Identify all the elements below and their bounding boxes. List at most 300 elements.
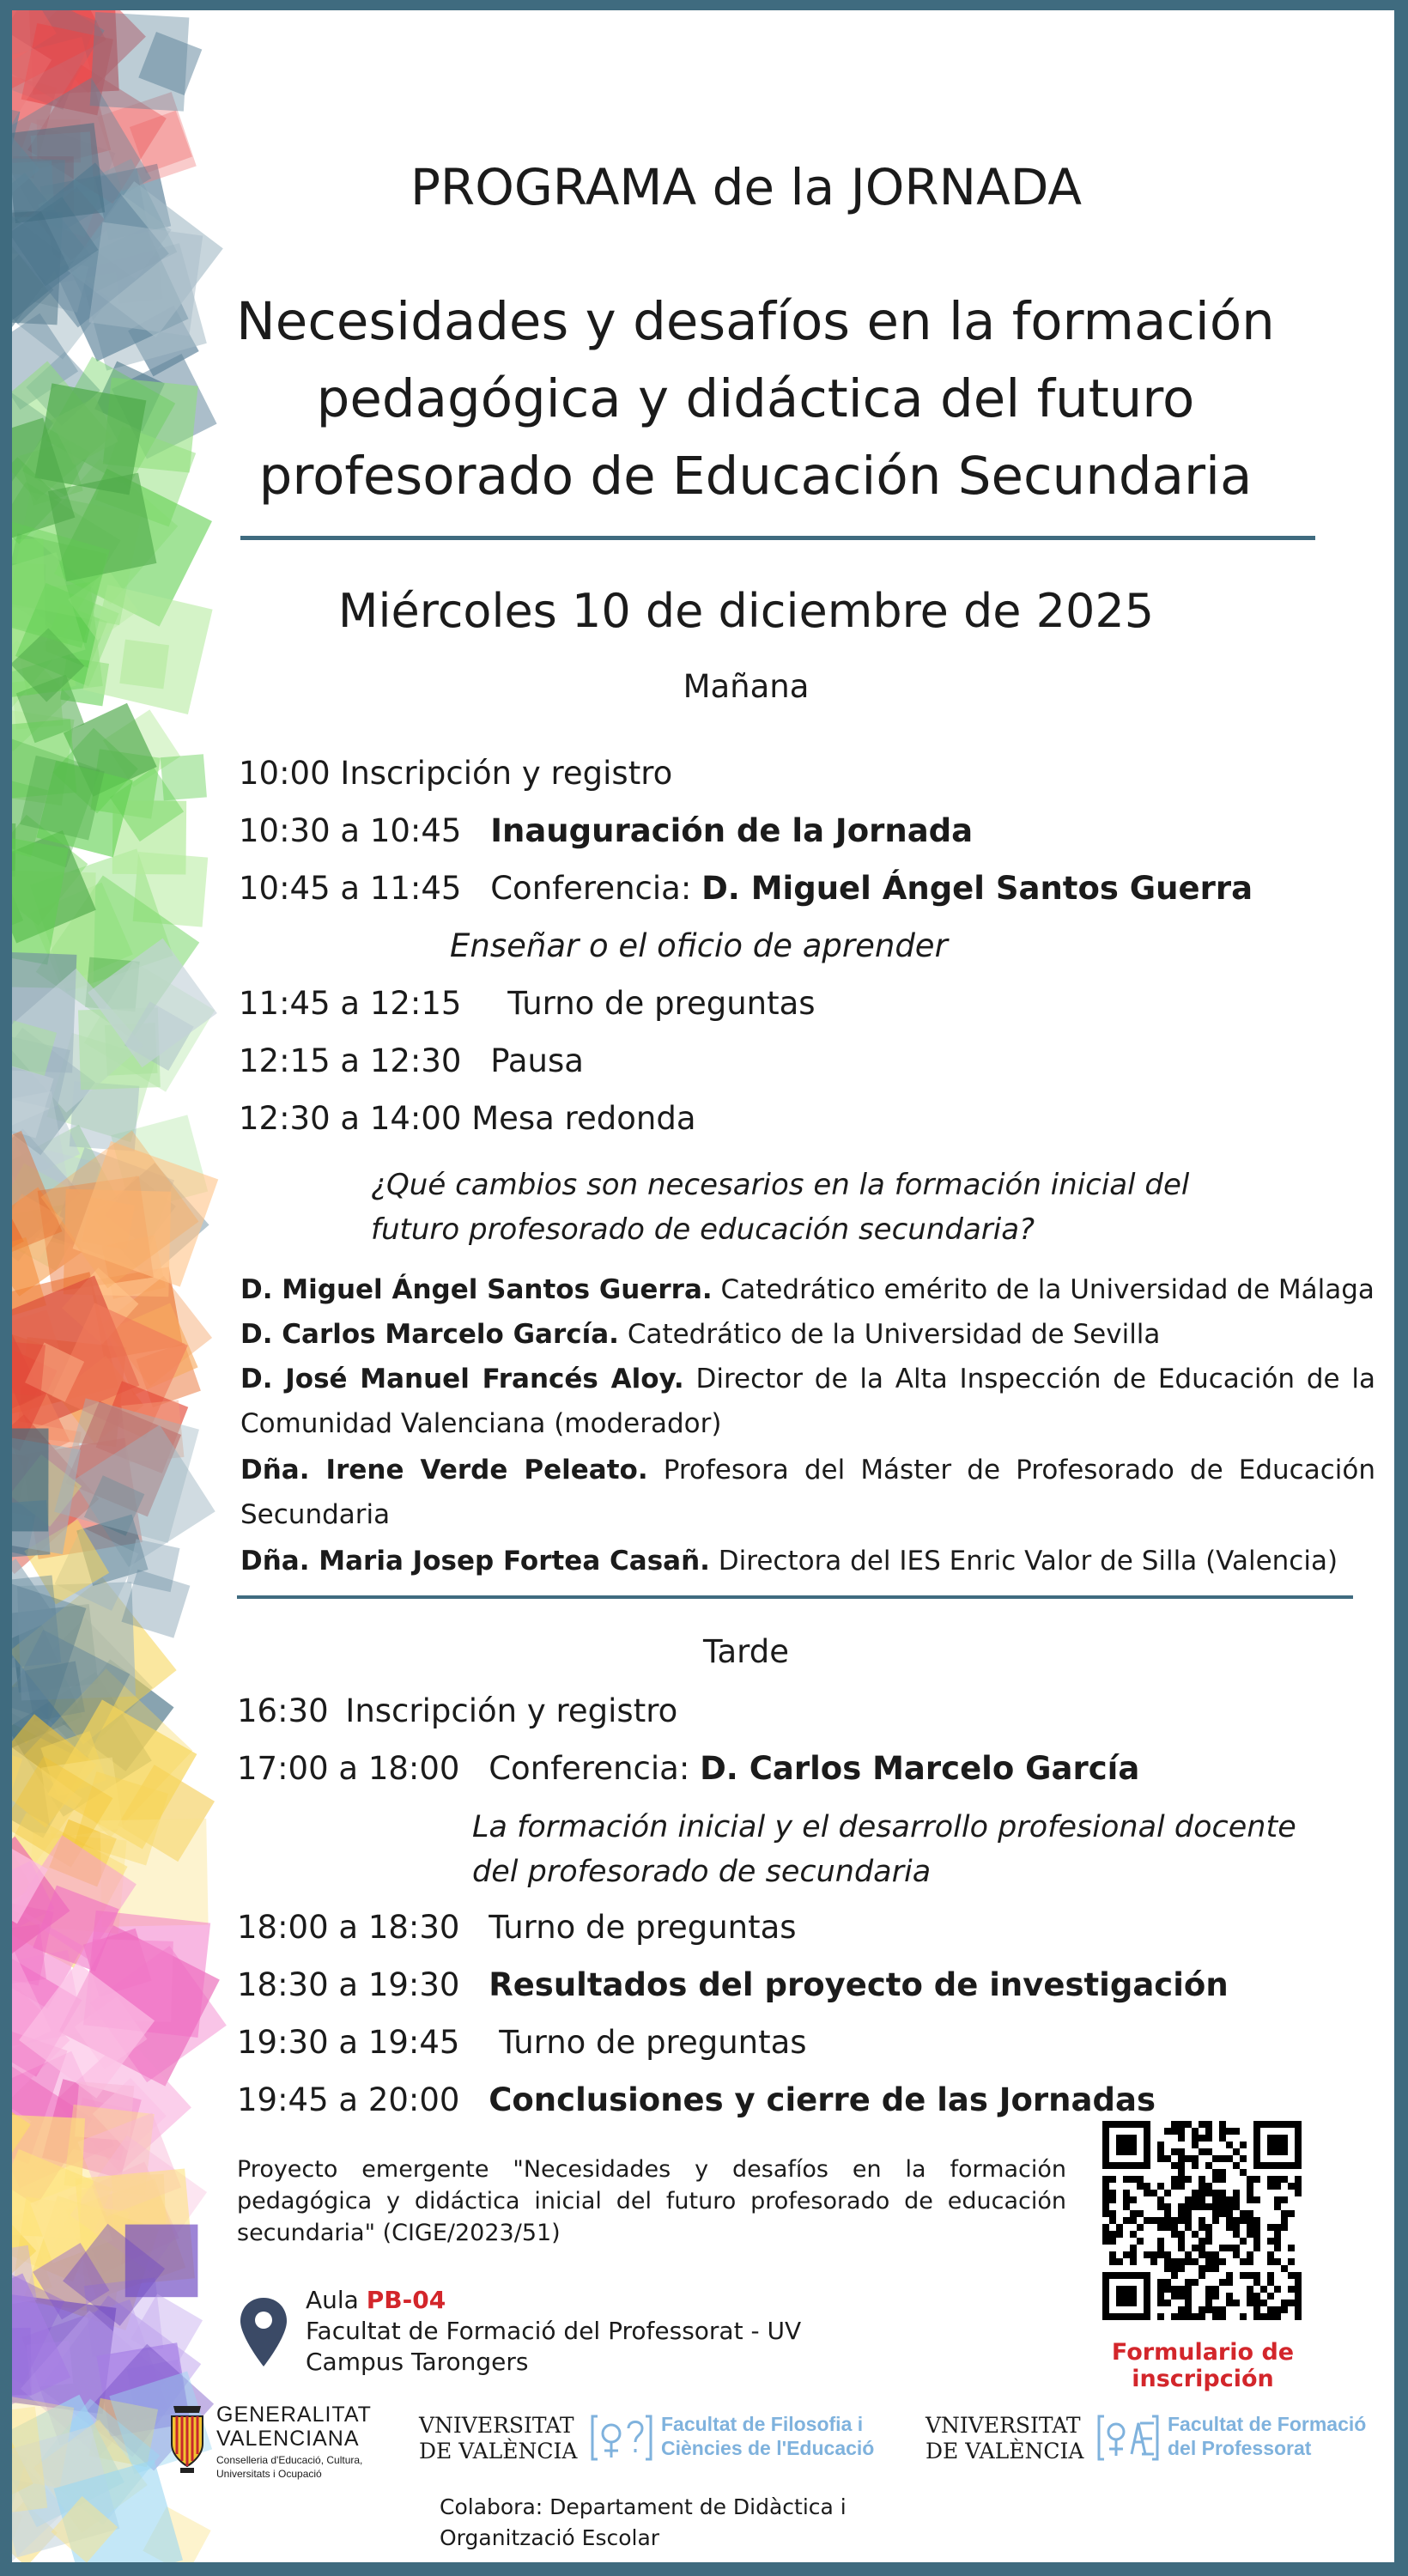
qr-module — [1164, 2217, 1171, 2224]
qr-module — [1164, 2300, 1171, 2306]
schedule-time: 10:30 a 10:45 — [239, 812, 462, 849]
qr-module — [1178, 2176, 1185, 2183]
qr-module — [1178, 2293, 1185, 2300]
qr-module — [1260, 2313, 1267, 2320]
qr-module — [1205, 2148, 1212, 2155]
qr-module — [1219, 2306, 1226, 2313]
conference-subtitle: Enseñar o el oficio de aprender — [450, 927, 948, 964]
qr-module — [1171, 2224, 1178, 2231]
qr-module — [1164, 2224, 1171, 2231]
qr-module — [1144, 2183, 1150, 2190]
qr-module — [1199, 2265, 1205, 2272]
qr-module — [1144, 2190, 1150, 2196]
subtitle-line: La formación inicial y el desarrollo profesional docente — [472, 1810, 1296, 1844]
qr-module — [1157, 2217, 1164, 2224]
qr-module — [1233, 2196, 1240, 2203]
qr-module — [1199, 2272, 1205, 2279]
schedule-time: 17:00 a 18:00 — [237, 1750, 460, 1787]
subtitle-line: del profesorado de secundaria — [472, 1855, 932, 1889]
schedule-text: Conclusiones y cierre de las Jornadas — [489, 2081, 1156, 2118]
schedule-text: Inscripción y registro — [345, 1692, 678, 1729]
qr-module — [1102, 2224, 1109, 2231]
qr-module — [1253, 2238, 1260, 2245]
qr-module — [1267, 2258, 1274, 2265]
qr-module — [1219, 2258, 1226, 2265]
qr-module — [1205, 2258, 1212, 2265]
qr-module — [1157, 2293, 1164, 2300]
qr-module — [1171, 2183, 1178, 2190]
qr-module — [1226, 2279, 1233, 2286]
qr-module — [1205, 2293, 1212, 2300]
qr-module — [1178, 2148, 1185, 2155]
question-line: futuro profesorado de educación secundaria? — [371, 1212, 1035, 1247]
qr-module — [1295, 2293, 1302, 2300]
uv-name-1: VNIVERSITAT — [419, 2413, 574, 2438]
qr-module — [1157, 2279, 1164, 2286]
qr-module — [1185, 2313, 1192, 2320]
qr-module — [1233, 2231, 1240, 2238]
qr-module — [1233, 2128, 1240, 2135]
qr-module — [1157, 2251, 1164, 2258]
gva-crest-icon — [168, 2404, 206, 2475]
qr-module — [1171, 2265, 1178, 2272]
qr-module — [1157, 2148, 1164, 2155]
schedule-text: Turno de preguntas — [499, 2024, 807, 2061]
qr-module — [1116, 2258, 1123, 2265]
qr-module — [1116, 2231, 1123, 2238]
qr-module — [1102, 2210, 1109, 2217]
qr-module — [1205, 2251, 1212, 2258]
schedule-row — [239, 984, 816, 1024]
schedule-time: 11:45 a 12:15 — [239, 985, 462, 1022]
panelist-name: Dña. Maria Josep Fortea Casañ. — [240, 1546, 710, 1577]
qr-module — [1171, 2121, 1178, 2128]
qr-module — [1260, 2300, 1267, 2306]
qr-module — [1240, 2258, 1247, 2265]
qr-module — [1192, 2135, 1199, 2142]
qr-module — [1226, 2272, 1233, 2279]
qr-module — [1192, 2190, 1199, 2196]
qr-module — [1274, 2258, 1281, 2265]
qr-module — [1288, 2183, 1295, 2190]
qr-module — [1295, 2306, 1302, 2313]
qr-module — [1185, 2224, 1192, 2231]
qr-module — [1295, 2279, 1302, 2286]
qr-module — [1212, 2190, 1219, 2196]
qr-module — [1192, 2313, 1199, 2320]
uv-faculty-b-2: del Professorat — [1168, 2437, 1312, 2459]
qr-module — [1130, 2176, 1137, 2183]
qr-module — [1199, 2135, 1205, 2142]
qr-module — [1233, 2148, 1240, 2155]
qr-module — [1192, 2128, 1199, 2135]
qr-module — [1185, 2176, 1192, 2183]
qr-module — [1199, 2245, 1205, 2251]
qr-module — [1123, 2190, 1130, 2196]
qr-module — [1253, 2272, 1260, 2279]
qr-module — [1192, 2142, 1199, 2148]
qr-module — [1212, 2203, 1219, 2210]
qr-module — [1157, 2183, 1164, 2190]
qr-module — [1137, 2176, 1144, 2183]
qr-module — [1288, 2245, 1295, 2251]
panelist-role: Directora del IES Enric Valor de Silla (Valencia) — [718, 1546, 1338, 1577]
qr-module — [1247, 2293, 1253, 2300]
qr-module — [1157, 2203, 1164, 2210]
location-room — [306, 2286, 446, 2315]
qr-module — [1274, 2203, 1281, 2210]
qr-module — [1240, 2169, 1247, 2176]
schedule-row — [237, 1692, 677, 1731]
qr-module — [1102, 2203, 1109, 2210]
qr-module — [1164, 2203, 1171, 2210]
uv-faculty-a-2: Ciències de l'Educació — [661, 2437, 875, 2459]
qr-module — [1233, 2190, 1240, 2196]
qr-module — [1205, 2190, 1212, 2196]
qr-module — [1212, 2265, 1219, 2272]
divider — [240, 536, 1315, 540]
qr-module — [1178, 2245, 1185, 2251]
program-title: PROGRAMA de la JORNADA — [410, 158, 1083, 216]
uv-name-2: DE VALÈNCIA — [419, 2439, 578, 2464]
qr-module — [1247, 2176, 1253, 2183]
qr-module — [1137, 2183, 1144, 2190]
qr-module — [1267, 2279, 1274, 2286]
qr-module — [1281, 2210, 1288, 2217]
qr-module — [1144, 2217, 1150, 2224]
qr-module — [1212, 2258, 1219, 2265]
schedule-time: 18:00 a 18:30 — [237, 1909, 460, 1946]
schedule-row — [237, 1908, 797, 1947]
qr-module — [1102, 2183, 1109, 2190]
qr-module — [1233, 2300, 1240, 2306]
qr-module — [1281, 2224, 1288, 2231]
qr-module — [1178, 2183, 1185, 2190]
qr-module — [1295, 2190, 1302, 2196]
qr-module — [1102, 2231, 1109, 2238]
qr-module — [1157, 2300, 1164, 2306]
schedule-time: 12:30 a 14:00 — [239, 1100, 462, 1137]
qr-module — [1185, 2251, 1192, 2258]
qr-module — [1226, 2293, 1233, 2300]
qr-module — [1185, 2306, 1192, 2313]
location-campus: Campus Tarongers — [306, 2348, 529, 2376]
room-code: PB-04 — [366, 2286, 446, 2314]
qr-module — [1253, 2245, 1260, 2251]
qr-module — [1274, 2286, 1281, 2293]
qr-module — [1171, 2162, 1178, 2169]
qr-module — [1178, 2286, 1185, 2293]
qr-module — [1274, 2196, 1281, 2203]
decorative-square — [12, 1340, 46, 1396]
registration-qr-code[interactable] — [1102, 2121, 1302, 2320]
collab-line: Organització Escolar — [440, 2525, 660, 2550]
qr-module — [1185, 2210, 1192, 2217]
qr-module — [1288, 2286, 1295, 2293]
philosophy-emblem-icon — [591, 2413, 652, 2463]
qr-module — [1274, 2313, 1281, 2320]
divider — [237, 1595, 1353, 1599]
uv-name-1: VNIVERSITAT — [926, 2413, 1081, 2438]
schedule-label: Conferencia: — [489, 1750, 690, 1787]
qr-module — [1205, 2121, 1212, 2128]
qr-module — [1295, 2176, 1302, 2183]
qr-module — [1102, 2176, 1109, 2183]
gva-department-1: Conselleria d'Educació, Cultura, — [216, 2454, 363, 2466]
qr-module — [1171, 2148, 1178, 2155]
qr-module — [1109, 2190, 1116, 2196]
qr-module — [1205, 2183, 1212, 2190]
qr-module — [1185, 2293, 1192, 2300]
qr-module — [1178, 2169, 1185, 2176]
qr-module — [1192, 2258, 1199, 2265]
uv-filosofia-logo — [419, 2411, 900, 2480]
qr-module — [1164, 2286, 1171, 2293]
qr-module — [1247, 2217, 1253, 2224]
qr-module — [1288, 2210, 1295, 2217]
qr-module — [1205, 2162, 1212, 2169]
schedule-text: Inscripción y registro — [340, 755, 673, 792]
qr-module — [1185, 2258, 1192, 2265]
qr-module — [1130, 2210, 1137, 2217]
qr-module — [1171, 2272, 1178, 2279]
qr-module — [1267, 2176, 1274, 2183]
panelist — [240, 1539, 1375, 1583]
qr-module — [1226, 2300, 1233, 2306]
schedule-label: Conferencia: — [490, 870, 692, 907]
qr-module — [1109, 2196, 1116, 2203]
schedule-row — [239, 869, 1253, 908]
qr-module — [1178, 2306, 1185, 2313]
qr-module — [1281, 2265, 1288, 2272]
qr-module — [1137, 2224, 1144, 2231]
qr-module — [1212, 2251, 1219, 2258]
qr-module — [1267, 2238, 1274, 2245]
qr-module — [1267, 2313, 1274, 2320]
qr-module — [1212, 2155, 1219, 2162]
qr-module — [1240, 2142, 1247, 2148]
qr-module — [1150, 2258, 1157, 2265]
qr-module — [1212, 2286, 1219, 2293]
schedule-text: Inauguración de la Jornada — [490, 812, 974, 849]
qr-module — [1185, 2121, 1192, 2128]
qr-finder-module — [1116, 2286, 1137, 2306]
qr-module — [1157, 2155, 1164, 2162]
event-date: Miércoles 10 de diciembre de 2025 — [337, 584, 1155, 638]
qr-module — [1219, 2210, 1226, 2217]
qr-module — [1233, 2162, 1240, 2169]
qr-module — [1274, 2224, 1281, 2231]
qr-module — [1219, 2190, 1226, 2196]
qr-module — [1281, 2196, 1288, 2203]
qr-module — [1288, 2300, 1295, 2306]
qr-module — [1247, 2258, 1253, 2265]
qr-module — [1199, 2306, 1205, 2313]
qr-module — [1233, 2203, 1240, 2210]
qr-module — [1205, 2265, 1212, 2272]
qr-module — [1123, 2217, 1130, 2224]
qr-module — [1219, 2121, 1226, 2128]
qr-module — [1164, 2190, 1171, 2196]
qr-module — [1116, 2224, 1123, 2231]
title-line: profesorado de Educación Secundaria — [258, 446, 1253, 507]
qr-module — [1164, 2210, 1171, 2217]
qr-module — [1185, 2196, 1192, 2203]
qr-module — [1130, 2217, 1137, 2224]
qr-module — [1164, 2251, 1171, 2258]
qr-module — [1281, 2306, 1288, 2313]
qr-module — [1274, 2245, 1281, 2251]
qr-module — [1185, 2286, 1192, 2293]
qr-module — [1157, 2313, 1164, 2320]
qr-module — [1178, 2238, 1185, 2245]
qr-module — [1219, 2169, 1226, 2176]
decorative-square — [89, 222, 203, 337]
qr-module — [1178, 2128, 1185, 2135]
uv-formacio-logo — [926, 2411, 1389, 2480]
qr-module — [1171, 2293, 1178, 2300]
qr-module — [1192, 2196, 1199, 2203]
qr-module — [1171, 2286, 1178, 2293]
question-line: ¿Qué cambios son necesarios en la formación inicial del — [371, 1168, 1190, 1202]
qr-module — [1233, 2217, 1240, 2224]
qr-module — [1274, 2176, 1281, 2183]
panelist — [240, 1357, 1375, 1446]
title-line: pedagógica y didáctica del futuro — [316, 368, 1195, 429]
qr-module — [1240, 2210, 1247, 2217]
qr-module — [1247, 2251, 1253, 2258]
schedule-text: Mesa redonda — [471, 1100, 696, 1137]
qr-module — [1281, 2176, 1288, 2183]
panelist-role: Director de la Alta Inspección de Educación de la Comunidad Valenciana (moderador) — [240, 1364, 1375, 1439]
qr-module — [1253, 2224, 1260, 2231]
qr-module — [1240, 2272, 1247, 2279]
qr-module — [1212, 2176, 1219, 2183]
qr-module — [1164, 2155, 1171, 2162]
qr-module — [1226, 2196, 1233, 2203]
panelist-role: Profesora del Máster de Profesorado de Educación Secundaria — [240, 1455, 1375, 1530]
qr-module — [1288, 2258, 1295, 2265]
qr-module — [1164, 2279, 1171, 2286]
qr-module — [1102, 2196, 1109, 2203]
qr-module — [1212, 2313, 1219, 2320]
qr-module — [1164, 2258, 1171, 2265]
qr-module — [1192, 2155, 1199, 2162]
schedule-time: 10:00 — [239, 755, 331, 792]
qr-module — [1109, 2217, 1116, 2224]
qr-module — [1102, 2190, 1109, 2196]
qr-module — [1267, 2293, 1274, 2300]
schedule-time: 10:45 a 11:45 — [239, 870, 462, 907]
gva-department-2: Universitats i Ocupació — [216, 2468, 322, 2480]
qr-module — [1109, 2238, 1116, 2245]
schedule-time: 18:30 a 19:30 — [237, 1966, 460, 2003]
panelist-name: D. José Manuel Francés Aloy. — [240, 1364, 684, 1394]
qr-module — [1253, 2313, 1260, 2320]
qr-module — [1253, 2196, 1260, 2203]
speaker-name: D. Carlos Marcelo García — [700, 1750, 1140, 1787]
location-pin-icon — [239, 2296, 288, 2368]
schedule-time: 19:45 a 20:00 — [237, 2081, 460, 2118]
qr-module — [1178, 2231, 1185, 2238]
qr-module — [1267, 2251, 1274, 2258]
schedule-text: Pausa — [490, 1042, 584, 1079]
schedule-row — [237, 2023, 807, 2063]
conference-subtitle — [472, 1805, 1348, 1894]
qr-module — [1109, 2176, 1116, 2183]
qr-module — [1226, 2142, 1233, 2148]
schedule-text: Resultados del proyecto de investigación — [489, 1966, 1229, 2003]
schedule-row — [237, 2081, 1156, 2120]
qr-module — [1281, 2300, 1288, 2306]
qr-module — [1295, 2272, 1302, 2279]
uv-name-2: DE VALÈNCIA — [926, 2439, 1084, 2464]
collab-line: Colabora: Departament de Didàctica i — [440, 2494, 847, 2519]
title-line: Necesidades y desafíos en la formación — [236, 291, 1275, 352]
qr-module — [1199, 2196, 1205, 2203]
qr-module — [1199, 2217, 1205, 2224]
qr-module — [1260, 2286, 1267, 2293]
qr-module — [1171, 2176, 1178, 2183]
qr-module — [1219, 2176, 1226, 2183]
qr-module — [1171, 2231, 1178, 2238]
qr-module — [1219, 2203, 1226, 2210]
qr-module — [1212, 2210, 1219, 2217]
generalitat-logo — [168, 2401, 409, 2512]
qr-module — [1185, 2203, 1192, 2210]
qr-module — [1178, 2258, 1185, 2265]
qr-module — [1157, 2224, 1164, 2231]
schedule-time: 16:30 — [237, 1692, 329, 1729]
qr-finder-module — [1267, 2135, 1288, 2155]
qr-module — [1212, 2306, 1219, 2313]
qr-module — [1185, 2300, 1192, 2306]
qr-module — [1178, 2265, 1185, 2272]
qr-module — [1185, 2155, 1192, 2162]
qr-module — [1219, 2135, 1226, 2142]
panelist-role: Catedrático de la Universidad de Sevilla — [627, 1319, 1161, 1350]
project-note: Proyecto emergente "Necesidades y desafíos en la formación pedagógica y didáctica inicial del futuro profesorado de educación secundaria" (CIGE/2023/51) — [237, 2156, 1066, 2246]
qr-module — [1295, 2183, 1302, 2190]
qr-module — [1130, 2245, 1137, 2251]
qr-module — [1267, 2224, 1274, 2231]
qr-module — [1226, 2210, 1233, 2217]
qr-module — [1123, 2196, 1130, 2203]
qr-module — [1178, 2162, 1185, 2169]
qr-module — [1219, 2128, 1226, 2135]
qr-module — [1267, 2272, 1274, 2279]
qr-module — [1247, 2300, 1253, 2306]
qr-module — [1247, 2272, 1253, 2279]
qr-module — [1192, 2279, 1199, 2286]
panelist-name: D. Miguel Ángel Santos Guerra. — [240, 1274, 713, 1305]
qr-caption: Formulario de inscripción — [1111, 2339, 1295, 2392]
qr-module — [1253, 2231, 1260, 2238]
qr-module — [1226, 2155, 1233, 2162]
qr-module — [1150, 2217, 1157, 2224]
qr-module — [1178, 2121, 1185, 2128]
qr-module — [1295, 2313, 1302, 2320]
qr-module — [1199, 2224, 1205, 2231]
event-title — [223, 283, 1288, 515]
qr-module — [1192, 2203, 1199, 2210]
qr-module — [1178, 2210, 1185, 2217]
qr-module — [1199, 2313, 1205, 2320]
qr-module — [1233, 2251, 1240, 2258]
gva-name-1: GENERALITAT — [216, 2403, 372, 2427]
qr-module — [1274, 2306, 1281, 2313]
gva-name-2: VALENCIANA — [216, 2427, 360, 2451]
